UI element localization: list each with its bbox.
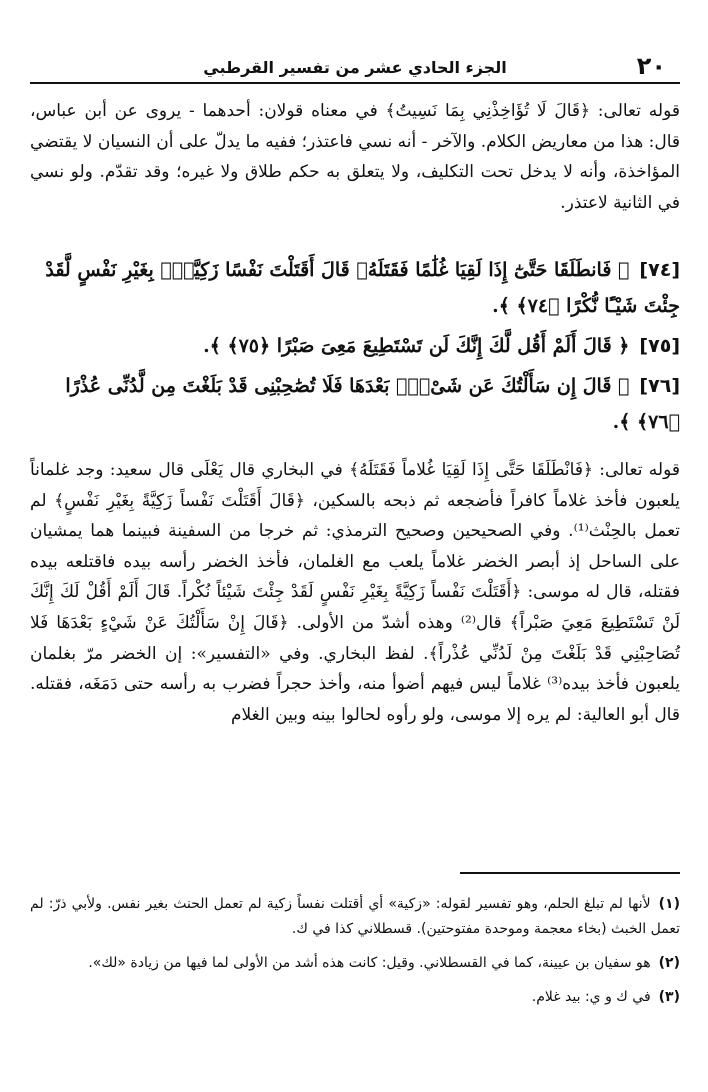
footnote-text: في ك و ي: بيد غلام. xyxy=(531,989,651,1005)
footnote-number: (١) xyxy=(658,896,680,912)
footnote-3 xyxy=(30,985,680,1010)
footnote-number: (٢) xyxy=(658,955,680,971)
verse-text: ﴿ فَانطَلَقَا حَتَّىٰٓ إِذَا لَقِيَا غُلَٰمًا فَقَتَلَهُۥ قَالَ أَقَتَلْتَ نَفْسًا زَكِيَّةًۢ بِغَيْرِ نَفْسٍ لَّقَدْ جِئْتَ شَيْـًٔا نُّكْرًا ﴿٧٤﴾ ﴾. xyxy=(45,259,680,317)
footnote-text: لأنها لم تبلغ الحلم، وهو تفسير لقوله: «زكية» أي أقتلت نفساً زكية لم تعمل الحنث بغير نفس. ولأبي ذرّ: لم تعمل الخبث (بخاء معجمة وموحدة مفتوحتين). قسطلاني كذا في ك. xyxy=(30,896,680,937)
verse-number: [٧٥] xyxy=(639,335,680,357)
footnote-1 xyxy=(30,892,680,942)
footnotes xyxy=(30,892,680,1019)
verse-text: ﴿ قَالَ إِن سَأَلْتُكَ عَن شَىْءٍۭ بَعْدَهَا فَلَا تُصَٰحِبْنِى قَدْ بَلَغْتَ مِن لَّدُنِّى عُذْرًا ﴿٧٦﴾ ﴾. xyxy=(65,375,680,433)
page-header xyxy=(30,52,680,84)
page-number: ٢٠ xyxy=(636,52,666,80)
commentary-paragraph-2: قوله تعالى: ﴿فَانْطَلَقَا حَتَّى إِذَا لَقِيَا غُلاماً فَقَتَلَهُ﴾ في البخاري قال يَعْلَى قال سعيد: وجد غلماناً يلعبون فأخذ غلاماً كافراً فأضجعه ثم ذبحه بالسكين، ﴿قَالَ أَقَتَلْتَ نَفْساً زَكِيَّةً بِغَيْرِ نَفْسٍ﴾ لم تعمل بالحِنْث⁽¹⁾. وفي الصحيحين وصحيح الترمذي: ثم خرجا من السفينة فبينما هما يمشيان على الساحل إذ أبصر الخضر غلاماً يلعب مع الغلمان، فأخذ الخضر رأسه بيده فاقتلعه بيده فقتله، قال له موسى: ﴿أَقَتَلْتَ نَفْساً زَكِيَّةً بِغَيْرِ نَفْسٍ لَقَدْ جِئْتَ شَيْئاً نُكْراً. قَالَ أَلَمْ أَقُلْ لَكَ إِنَّكَ لَنْ تَسْتَطِيعَ مَعِيَ صَبْراً﴾ قال⁽²⁾ وهذه أشدّ من الأولى. ﴿قَالَ إِنْ سَأَلْتُكَ عَنْ شَيْءٍ بَعْدَهَا فَلا تُصَاحِبْنِي قَدْ بَلَغْتَ مِنْ لَدُنِّي عُذْراً﴾. لفظ البخاري. وفي «التفسير»: إن الخضر مرّ بغلمان يلعبون فأخذ بيده⁽³⁾ غلاماً ليس فيهم أضوأ منه، وأخذ حجراً فضرب به رأسه حتى دَمَغَه، فقتله. قال أبو العالية: لم يره إلا موسى، ولو رأوه لحالوا بينه وبين الغلام xyxy=(30,460,681,725)
verse-74 xyxy=(30,252,680,324)
commentary-paragraph-1: قوله تعالى: ﴿قَالَ لَا تُؤَاخِذْنِي بِمَا نَسِيتُ﴾ في معناه قولان: أحدهما - يروى عن أبن عباس، قال: هذا من معاريض الكلام. والآخر - أنه نسي فاعتذر؛ ففيه ما يدلّ على أن النسيان لا يقتضي المؤاخذة، وأنه لا يدخل تحت التكليف، ولا يتعلق به حكم طلاق ولا غيره؛ وقد تقدّم. ولو نسي في الثانية لاعتذر. xyxy=(29,101,680,213)
footnote-text: هو سفيان بن عيينة، كما في القسطلاني. وقيل: كانت هذه أشد من الأولى لما فيها من زيادة «لك». xyxy=(88,955,651,971)
verse-76 xyxy=(30,368,680,440)
footnote-divider xyxy=(460,872,680,874)
verse-number: [٧٤] xyxy=(639,259,680,281)
quran-verses xyxy=(30,252,680,444)
verse-text: ﴿ قَالَ أَلَمْ أَقُل لَّكَ إِنَّكَ لَن تَسْتَطِيعَ مَعِىَ صَبْرًا ﴿٧٥﴾ ﴾. xyxy=(203,335,630,357)
running-title: الجزء الحادي عشر من تفسير القرطبي xyxy=(203,58,507,77)
footnote-2 xyxy=(30,951,680,976)
footnote-number: (٣) xyxy=(658,989,680,1005)
verse-number: [٧٦] xyxy=(639,375,680,397)
verse-75 xyxy=(30,328,680,364)
